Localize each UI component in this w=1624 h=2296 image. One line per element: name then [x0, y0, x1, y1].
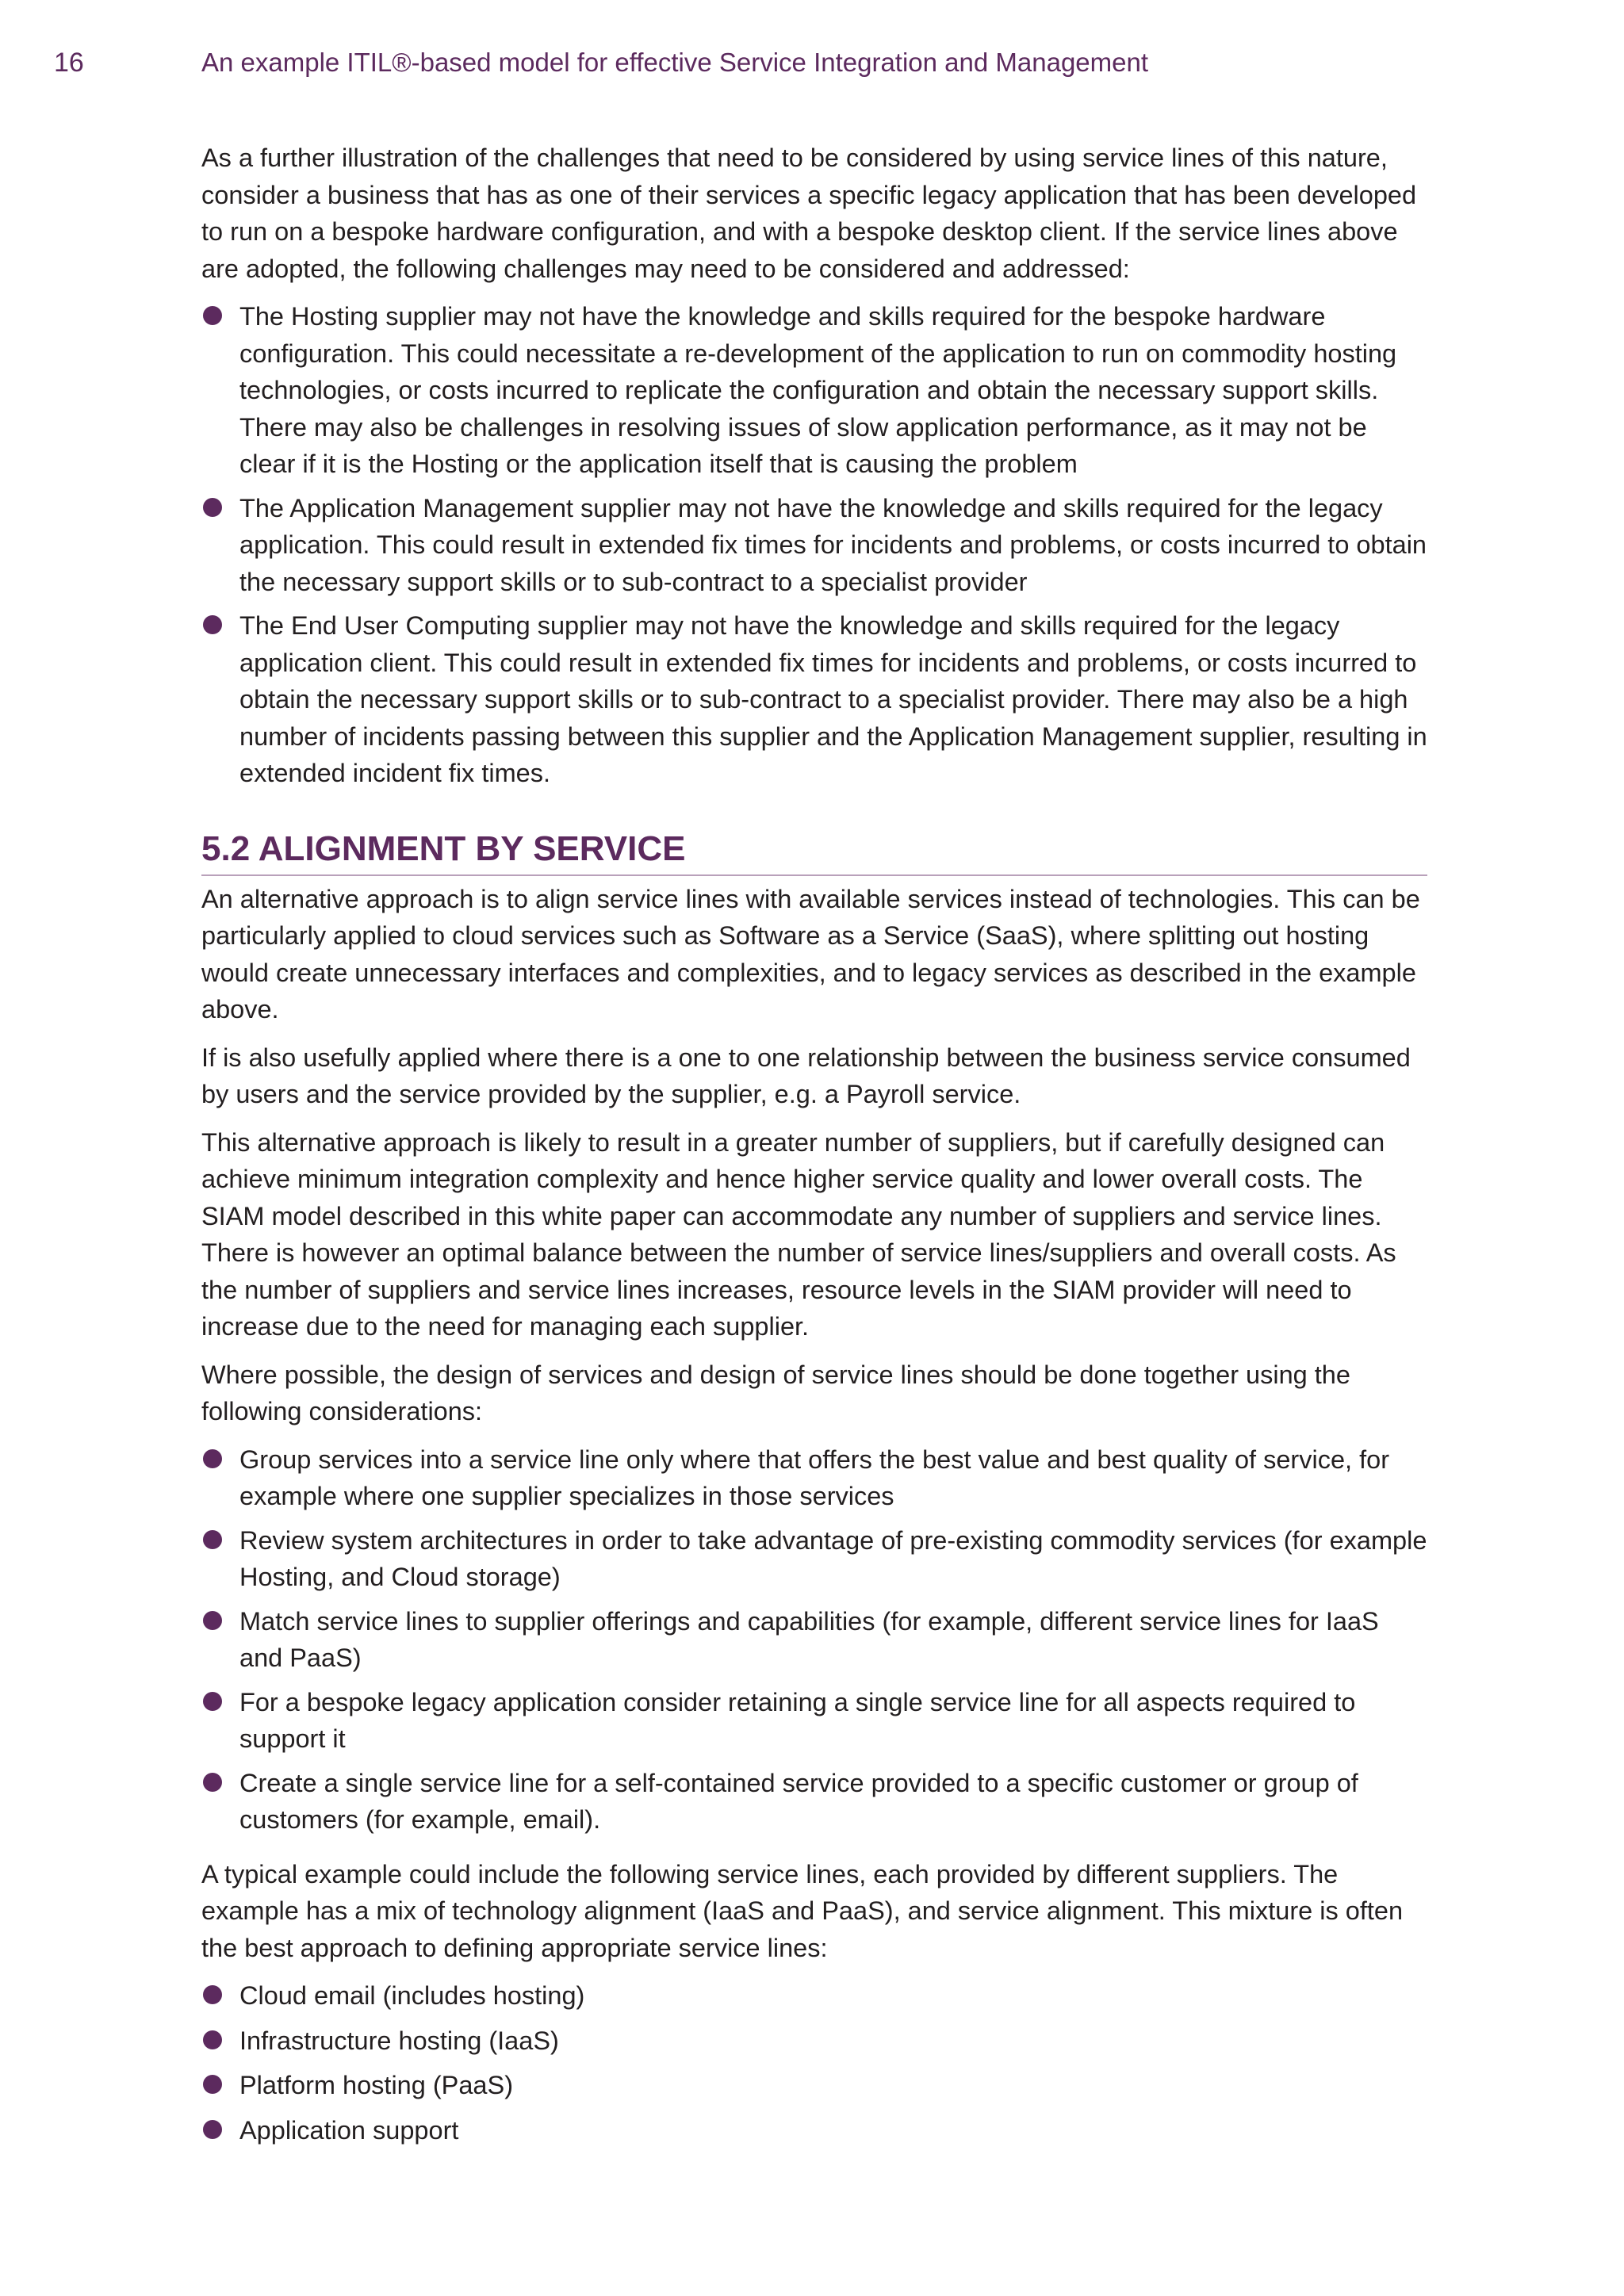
- bullet-icon: [203, 2075, 222, 2094]
- list-item-text: Review system architectures in order to take advantage of pre-existing commodity services (for example Hosting, and Cloud storage): [239, 1525, 1427, 1591]
- body-paragraph: Where possible, the design of services and design of service lines should be done together using the following considerations:: [201, 1360, 1350, 1425]
- list-item: [201, 1441, 1427, 1515]
- bullet-icon: [203, 1773, 222, 1792]
- list-item: [201, 607, 1427, 792]
- intro-paragraph: As a further illustration of the challenges that need to be considered by using service lines of this nature, consider a business that has as one of their services a specific legacy application that has been developed to run on a bespoke hardware configuration, and with a bespoke desktop client. If the service lines above are adopted, the following challenges may need to be considered and addressed:: [201, 144, 1417, 283]
- list-item: [201, 298, 1427, 483]
- list-item-text: Application support: [239, 2115, 459, 2145]
- list-item-text: The End User Computing supplier may not have the knowledge and skills required for the legacy application client. This could result in extended fix times for incidents and problems, or costs incurred to obtain the necessary support skills or to sub-contract to a specialist provider. There may also be a high number of incidents passing between this supplier and the Application Management supplier, resulting in extended incident fix times.: [239, 611, 1427, 787]
- list-item: [201, 2022, 1427, 2060]
- list-item: [201, 2067, 1427, 2104]
- list-item-text: Infrastructure hosting (IaaS): [239, 2026, 559, 2055]
- section-heading: 5.2 ALIGNMENT BY SERVICE: [201, 827, 1427, 876]
- bullet-icon: [203, 1530, 222, 1549]
- bullet-icon: [203, 1692, 222, 1711]
- list-item-text: Cloud email (includes hosting): [239, 1981, 585, 2010]
- list-item-text: Match service lines to supplier offerings and capabilities (for example, different service lines for IaaS and PaaS): [239, 1606, 1379, 1672]
- body-paragraph: If is also usefully applied where there is a one to one relationship between the business service consumed by users and the service provided by the supplier, e.g. a Payroll service.: [201, 1043, 1411, 1108]
- list-item: [201, 1765, 1427, 1839]
- page-body: [201, 140, 1427, 2160]
- list-item-text: Group services into a service line only where that offers the best value and best quality of service, for example where one supplier specializes in those services: [239, 1445, 1390, 1510]
- list-item: [201, 1684, 1427, 1758]
- list-item-text: The Hosting supplier may not have the knowledge and skills required for the bespoke hardware configuration. This could necessitate a re-development of the application to run on commodity hosting technologies, or costs incurred to replicate the configuration and obtain the necessary support skills. There may also be challenges in resolving issues of slow application performance, as it may not be clear if it is the Hosting or the application itself that is causing the problem: [239, 302, 1397, 478]
- document-title: An example ITIL®-based model for effective Service Integration and Management: [201, 48, 1149, 77]
- bullet-icon: [203, 1985, 222, 2004]
- bullet-icon: [203, 1449, 222, 1468]
- running-header: [0, 48, 1624, 87]
- bullet-icon: [203, 306, 222, 325]
- service-lines-list: [201, 1977, 1427, 2149]
- list-item: [201, 1977, 1427, 2015]
- list-item: [201, 1603, 1427, 1677]
- list-item-text: Create a single service line for a self-contained service provided to a specific customer or group of customers (for example, email).: [239, 1768, 1358, 1834]
- considerations-list: [201, 1441, 1427, 1839]
- body-paragraph: An alternative approach is to align service lines with available services instead of technologies. This can be particularly applied to cloud services such as Software as a Service (SaaS), where splitting out hosting would create unnecessary interfaces and complexities, and to legacy services as described in the example above.: [201, 884, 1420, 1024]
- challenges-list: [201, 298, 1427, 792]
- page-number: 16: [54, 48, 84, 78]
- list-item-text: Platform hosting (PaaS): [239, 2071, 514, 2099]
- bullet-icon: [203, 1611, 222, 1630]
- list-item: [201, 1522, 1427, 1596]
- list-item: [201, 490, 1427, 601]
- body-paragraph: This alternative approach is likely to result in a greater number of suppliers, but if carefully designed can achieve minimum integration complexity and hence higher service quality and lower overall costs. The SIAM model described in this white paper can accommodate any number of suppliers and service lines. There is however an optimal balance between the number of service lines/suppliers and overall costs. As the number of suppliers and service lines increases, resource levels in the SIAM provider will need to increase due to the need for managing each supplier.: [201, 1127, 1396, 1341]
- bullet-icon: [203, 615, 222, 634]
- bullet-icon: [203, 498, 222, 517]
- bullet-icon: [203, 2120, 222, 2139]
- list-item-text: The Application Management supplier may not have the knowledge and skills required for the legacy application. This could result in extended fix times for incidents and problems, or costs incurred to obtain the necessary support skills or to sub-contract to a specialist provider: [239, 493, 1427, 596]
- bullet-icon: [203, 2030, 222, 2049]
- list-item: [201, 2112, 1427, 2149]
- list-item-text: For a bespoke legacy application consider retaining a single service line for all aspects required to support it: [239, 1687, 1356, 1753]
- example-paragraph: A typical example could include the following service lines, each provided by different suppliers. The example has a mix of technology alignment (IaaS and PaaS), and service alignment. This mixture is often the best approach to defining appropriate service lines:: [201, 1859, 1404, 1962]
